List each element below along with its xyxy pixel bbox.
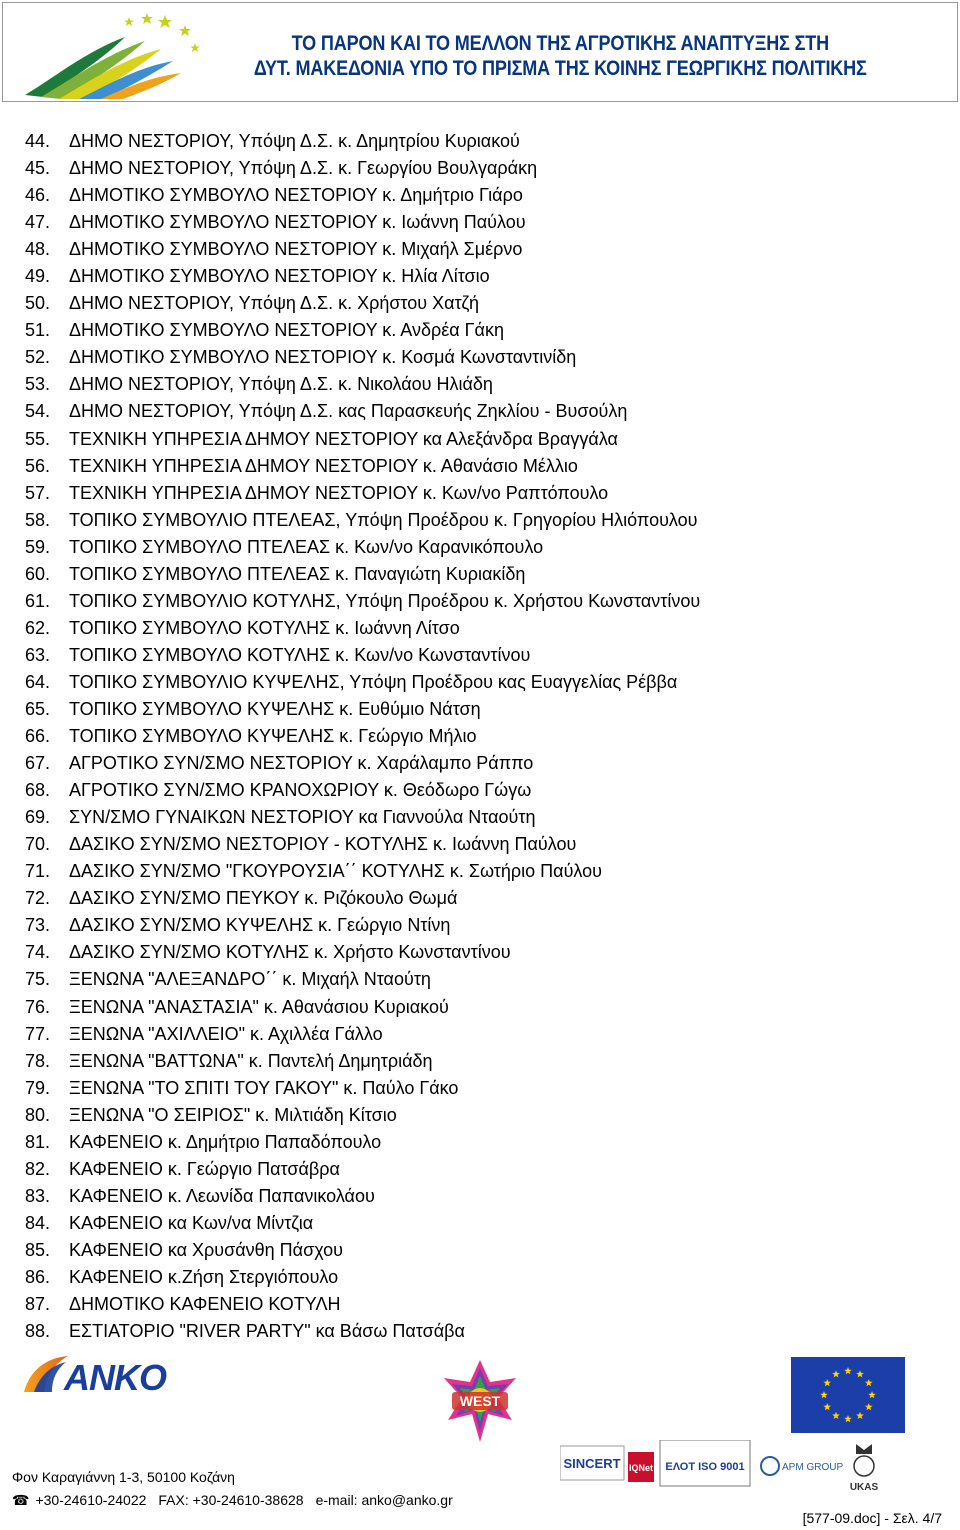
phone-number: +30-24610-24022	[35, 1492, 147, 1508]
item-text: ΔΗΜΟΤΙΚΟ ΚΑΦΕΝΕΙΟ ΚΟΤΥΛΗ	[69, 1294, 341, 1315]
item-text: ΔΗΜΟ ΝΕΣΤΟΡΙΟΥ, Υπόψη Δ.Σ. κας Παρασκευής Ζηκλίου - Βυσούλη	[69, 401, 628, 422]
item-number: 75.	[25, 969, 51, 990]
item-number: 57.	[25, 482, 51, 503]
ukas-logo	[850, 1444, 879, 1493]
item-number: 83.	[25, 1185, 51, 1206]
item-text: ΔΑΣΙΚΟ ΣΥΝ/ΣΜΟ ΚΟΤΥΛΗΣ κ. Χρήστο Κωνσταντίνου	[69, 942, 511, 963]
item-text: ΤΟΠΙΚΟ ΣΥΜΒΟΥΛΙΟ ΠΤΕΛΕΑΣ, Υπόψη Προέδρου κ. Γρηγορίου Ηλιόπουλου	[69, 509, 698, 530]
item-number: 53.	[25, 374, 51, 395]
list-item	[25, 344, 945, 371]
item-number: 71.	[25, 861, 51, 882]
svg-text:UKAS: UKAS	[849, 1482, 879, 1493]
item-text: ΚΑΦΕΝΕΙΟ κ. Λεωνίδα Παπανικολάου	[69, 1185, 375, 1206]
item-text: ΞΕΝΩΝΑ "ΒΑΤΤΩΝΑ" κ. Παντελή Δημητριάδη	[69, 1050, 433, 1071]
item-text: ΤΟΠΙΚΟ ΣΥΜΒΟΥΛΟ ΠΤΕΛΕΑΣ κ. Κων/νο Καρανικόπουλο	[69, 536, 544, 557]
list-item	[25, 128, 945, 155]
list-item	[25, 723, 945, 750]
list-item	[25, 209, 945, 236]
item-text: ΞΕΝΩΝΑ "Ο ΣΕΙΡΙΟΣ" κ. Μιλτιάδη Κίτσιο	[69, 1104, 397, 1125]
contact-line	[12, 1491, 453, 1509]
list-item	[25, 480, 945, 507]
page-header	[2, 2, 958, 102]
item-number: 78.	[25, 1050, 51, 1071]
item-text: ΔΗΜΟΤΙΚΟ ΣΥΜΒΟΥΛΟ ΝΕΣΤΟΡΙΟΥ κ. Ιωάννη Παύλου	[69, 212, 526, 233]
item-number: 63.	[25, 644, 51, 665]
item-number: 88.	[25, 1321, 51, 1342]
document-title	[204, 31, 917, 81]
item-number: 82.	[25, 1158, 51, 1179]
list-item	[25, 1075, 945, 1102]
list-item	[25, 939, 945, 966]
item-text: ΑΓΡΟΤΙΚΟ ΣΥΝ/ΣΜΟ ΚΡΑΝΟΧΩΡΙΟΥ κ. Θεόδωρο Γώγω	[69, 780, 532, 801]
phone-icon: ☎	[12, 1492, 30, 1508]
item-number: 76.	[25, 996, 51, 1017]
list-item	[25, 1237, 945, 1264]
list-item	[25, 669, 945, 696]
list-item	[25, 994, 945, 1021]
item-text: ΔΑΣΙΚΟ ΣΥΝ/ΣΜΟ ΠΕΥΚΟΥ κ. Ριζόκουλο Θωμά	[69, 888, 458, 909]
item-text: ΚΑΦΕΝΕΙΟ κα Χρυσάνθη Πάσχου	[69, 1239, 344, 1260]
item-text: ΣΥΝ/ΣΜΟ ΓΥΝΑΙΚΩΝ ΝΕΣΤΟΡΙΟΥ κα Γιαννούλα Νταούτη	[69, 807, 536, 828]
item-number: 47.	[25, 212, 51, 233]
item-number: 77.	[25, 1023, 51, 1044]
item-text: ΚΑΦΕΝΕΙΟ κ.Ζήση Στεργιόπουλο	[69, 1266, 339, 1287]
item-number: 81.	[25, 1131, 51, 1152]
fax-number: FAX: +30-24610-38628	[158, 1492, 304, 1508]
list-item	[25, 426, 945, 453]
item-text: ΔΗΜΟ ΝΕΣΤΟΡΙΟΥ, Υπόψη Δ.Σ. κ. Χρήστου Χατζή	[69, 293, 480, 314]
svg-text:ΕΛΟΤ ISO 9001: ΕΛΟΤ ISO 9001	[665, 1461, 745, 1473]
list-item	[25, 1129, 945, 1156]
item-text: ΤΕΧΝΙΚΗ ΥΠΗΡΕΣΙΑ ΔΗΜΟΥ ΝΕΣΤΟΡΙΟΥ κα Αλεξάνδρα Βραγγάλα	[69, 428, 618, 449]
item-number: 79.	[25, 1077, 51, 1098]
item-number: 52.	[25, 347, 51, 368]
item-text: ΑΓΡΟΤΙΚΟ ΣΥΝ/ΣΜΟ ΝΕΣΤΟΡΙΟΥ κ. Χαράλαμπο Ράππο	[69, 753, 534, 774]
item-number: 73.	[25, 915, 51, 936]
item-text: ΞΕΝΩΝΑ "ΑΧΙΛΛΕΙΟ" κ. Αχιλλέα Γάλλο	[69, 1023, 383, 1044]
title-line-1: ΤΟ ΠΑΡΟΝ ΚΑΙ ΤΟ ΜΕΛΛΟΝ ΤΗΣ ΑΓΡΟΤΙΚΗΣ ΑΝΑΠΤΥΞΗΣ ΣΤΗ	[292, 32, 830, 55]
item-text: ΔΗΜΟΤΙΚΟ ΣΥΜΒΟΥΛΟ ΝΕΣΤΟΡΙΟΥ κ. Μιχαήλ Σμέρνο	[69, 239, 523, 260]
list-item	[25, 398, 945, 425]
item-text: ΞΕΝΩΝΑ "ΑΝΑΣΤΑΣΙΑ" κ. Αθανάσιου Κυριακού	[69, 996, 449, 1017]
email-address: e-mail: anko@anko.gr	[315, 1492, 453, 1508]
item-number: 49.	[25, 266, 51, 287]
item-number: 70.	[25, 834, 51, 855]
item-number: 56.	[25, 455, 51, 476]
apm-group-logo	[761, 1457, 843, 1475]
list-item	[25, 831, 945, 858]
item-number: 72.	[25, 888, 51, 909]
item-number: 84.	[25, 1212, 51, 1233]
list-item	[25, 750, 945, 777]
eu-flag	[791, 1357, 905, 1433]
list-item	[25, 534, 945, 561]
west-logo	[438, 1358, 522, 1444]
list-item	[25, 507, 945, 534]
list-item	[25, 182, 945, 209]
item-number: 48.	[25, 239, 51, 260]
item-text: ΤΟΠΙΚΟ ΣΥΜΒΟΥΛΟ ΚΟΤΥΛΗΣ κ. Ιωάννη Λίτσο	[69, 617, 460, 638]
item-text: ΔΗΜΟΤΙΚΟ ΣΥΜΒΟΥΛΟ ΝΕΣΤΟΡΙΟΥ κ. Ανδρέα Γάκη	[69, 320, 504, 341]
list-item	[25, 1156, 945, 1183]
item-number: 61.	[25, 590, 51, 611]
page-reference: [577-09.doc] - Σελ. 4/7	[802, 1510, 942, 1526]
item-text: ΚΑΦΕΝΕΙΟ κ. Δημήτριο Παπαδόπουλο	[69, 1131, 382, 1152]
anko-logo-text: ANKO	[64, 1357, 166, 1398]
item-text: ΔΗΜΟΤΙΚΟ ΣΥΜΒΟΥΛΟ ΝΕΣΤΟΡΙΟΥ κ. Κοσμά Κωνσταντινίδη	[69, 347, 577, 368]
item-text: ΤΟΠΙΚΟ ΣΥΜΒΟΥΛΟ ΚΟΤΥΛΗΣ κ. Κων/νο Κωνσταντίνου	[69, 644, 531, 665]
item-text: ΕΣΤΙΑΤΟΡΙΟ "RIVER PARTY" κα Βάσω Πατσάβα	[69, 1321, 465, 1342]
sincert-logo	[560, 1446, 624, 1480]
item-text: ΤΟΠΙΚΟ ΣΥΜΒΟΥΛΟ ΚΥΨΕΛΗΣ κ. Ευθύμιο Νάτση	[69, 698, 481, 719]
item-number: 59.	[25, 536, 51, 557]
certification-logos	[560, 1440, 900, 1506]
item-text: ΔΗΜΟΤΙΚΟ ΣΥΜΒΟΥΛΟ ΝΕΣΤΟΡΙΟΥ κ. Δημήτριο Γιάρο	[69, 185, 523, 206]
item-number: 60.	[25, 563, 51, 584]
item-text: ΔΗΜΟ ΝΕΣΤΟΡΙΟΥ, Υπόψη Δ.Σ. κ. Δημητρίου Κυριακού	[69, 131, 520, 151]
item-number: 55.	[25, 428, 51, 449]
list-item	[25, 1291, 945, 1318]
item-number: 45.	[25, 158, 51, 179]
list-item	[25, 642, 945, 669]
item-text: ΤΟΠΙΚΟ ΣΥΜΒΟΥΛΙΟ ΚΥΨΕΛΗΣ, Υπόψη Προέδρου κας Ευαγγελίας Ρέββα	[69, 671, 678, 692]
list-item	[25, 1264, 945, 1291]
item-number: 51.	[25, 320, 51, 341]
item-number: 69.	[25, 807, 51, 828]
item-number: 50.	[25, 293, 51, 314]
west-logo-text: WEST	[459, 1393, 501, 1409]
list-item	[25, 263, 945, 290]
anko-logo	[20, 1352, 202, 1398]
list-item	[25, 371, 945, 398]
agriculture-logo	[15, 7, 205, 99]
list-item	[25, 1210, 945, 1237]
list-item	[25, 453, 945, 480]
svg-text:IQNet: IQNet	[628, 1463, 654, 1473]
list-item	[25, 885, 945, 912]
list-item	[25, 317, 945, 344]
item-text: ΚΑΦΕΝΕΙΟ κα Κων/να Μίντζια	[69, 1212, 314, 1233]
item-number: 54.	[25, 401, 51, 422]
item-number: 67.	[25, 753, 51, 774]
list-item	[25, 1021, 945, 1048]
list-item	[25, 912, 945, 939]
item-number: 85.	[25, 1239, 51, 1260]
list-item	[25, 561, 945, 588]
item-number: 58.	[25, 509, 51, 530]
item-number: 80.	[25, 1104, 51, 1125]
item-text: ΞΕΝΩΝΑ "ΤΟ ΣΠΙΤΙ ΤΟΥ ΓΑΚΟΥ" κ. Παύλο Γάκο	[69, 1077, 459, 1098]
item-text: ΔΗΜΟΤΙΚΟ ΣΥΜΒΟΥΛΟ ΝΕΣΤΟΡΙΟΥ κ. Ηλία Λίτσιο	[69, 266, 490, 287]
item-text: ΤΕΧΝΙΚΗ ΥΠΗΡΕΣΙΑ ΔΗΜΟΥ ΝΕΣΤΟΡΙΟΥ κ. Κων/νο Ραπτόπουλο	[69, 482, 609, 503]
item-text: ΤΟΠΙΚΟ ΣΥΜΒΟΥΛΟ ΚΥΨΕΛΗΣ κ. Γεώργιο Μήλιο	[69, 726, 477, 747]
list-item	[25, 1183, 945, 1210]
list-item	[25, 1048, 945, 1075]
company-address: Φον Καραγιάννη 1-3, 50100 Κοζάνη	[12, 1469, 235, 1485]
item-text: ΔΑΣΙΚΟ ΣΥΝ/ΣΜΟ ΝΕΣΤΟΡΙΟΥ - ΚΟΤΥΛΗΣ κ. Ιωάννη Παύλου	[69, 834, 577, 855]
list-item	[25, 1318, 945, 1345]
svg-text:APM GROUP: APM GROUP	[782, 1462, 844, 1473]
recipient-list	[25, 128, 945, 1345]
list-item	[25, 155, 945, 182]
item-number: 68.	[25, 780, 51, 801]
list-item	[25, 588, 945, 615]
list-item	[25, 858, 945, 885]
item-number: 44.	[25, 131, 51, 151]
list-item	[25, 290, 945, 317]
item-text: ΞΕΝΩΝΑ "ΑΛΕΞΑΝΔΡΟ΄΄ κ. Μιχαήλ Νταούτη	[69, 969, 431, 990]
item-number: 87.	[25, 1294, 51, 1315]
item-text: ΔΗΜΟ ΝΕΣΤΟΡΙΟΥ, Υπόψη Δ.Σ. κ. Γεωργίου Βουλγαράκη	[69, 158, 538, 179]
item-number: 46.	[25, 185, 51, 206]
item-number: 65.	[25, 698, 51, 719]
item-text: ΔΗΜΟ ΝΕΣΤΟΡΙΟΥ, Υπόψη Δ.Σ. κ. Νικολάου Ηλιάδη	[69, 374, 493, 395]
list-item	[25, 777, 945, 804]
svg-text:SINCERT: SINCERT	[563, 1456, 621, 1471]
item-text: ΤΟΠΙΚΟ ΣΥΜΒΟΥΛΙΟ ΚΟΤΥΛΗΣ, Υπόψη Προέδρου κ. Χρήστου Κωνσταντίνου	[69, 590, 701, 611]
item-number: 74.	[25, 942, 51, 963]
item-number: 64.	[25, 671, 51, 692]
list-item	[25, 1102, 945, 1129]
inet-logo	[628, 1452, 654, 1482]
item-text: ΤΟΠΙΚΟ ΣΥΜΒΟΥΛΟ ΠΤΕΛΕΑΣ κ. Παναγιώτη Κυριακίδη	[69, 563, 526, 584]
list-item	[25, 966, 945, 993]
item-number: 62.	[25, 617, 51, 638]
item-text: ΔΑΣΙΚΟ ΣΥΝ/ΣΜΟ ΚΥΨΕΛΗΣ κ. Γεώργιο Ντίνη	[69, 915, 451, 936]
item-text: ΤΕΧΝΙΚΗ ΥΠΗΡΕΣΙΑ ΔΗΜΟΥ ΝΕΣΤΟΡΙΟΥ κ. Αθανάσιο Μέλλιο	[69, 455, 578, 476]
list-item	[25, 615, 945, 642]
item-number: 86.	[25, 1266, 51, 1287]
list-item	[25, 804, 945, 831]
item-text: ΚΑΦΕΝΕΙΟ κ. Γεώργιο Πατσάβρα	[69, 1158, 340, 1179]
elot-iso-logo	[660, 1440, 750, 1486]
item-text: ΔΑΣΙΚΟ ΣΥΝ/ΣΜΟ "ΓΚΟΥΡΟΥΣΙΑ΄΄ ΚΟΤΥΛΗΣ κ. Σωτήριο Παύλου	[69, 861, 603, 882]
list-item	[25, 236, 945, 263]
list-item	[25, 696, 945, 723]
item-number: 66.	[25, 726, 51, 747]
title-line-2: ΔΥΤ. ΜΑΚΕΔΟΝΙΑ ΥΠΟ ΤΟ ΠΡΙΣΜΑ ΤΗΣ ΚΟΙΝΗΣ ΓΕΩΡΓΙΚΗΣ ΠΟΛΙΤΙΚΗΣ	[254, 57, 868, 80]
